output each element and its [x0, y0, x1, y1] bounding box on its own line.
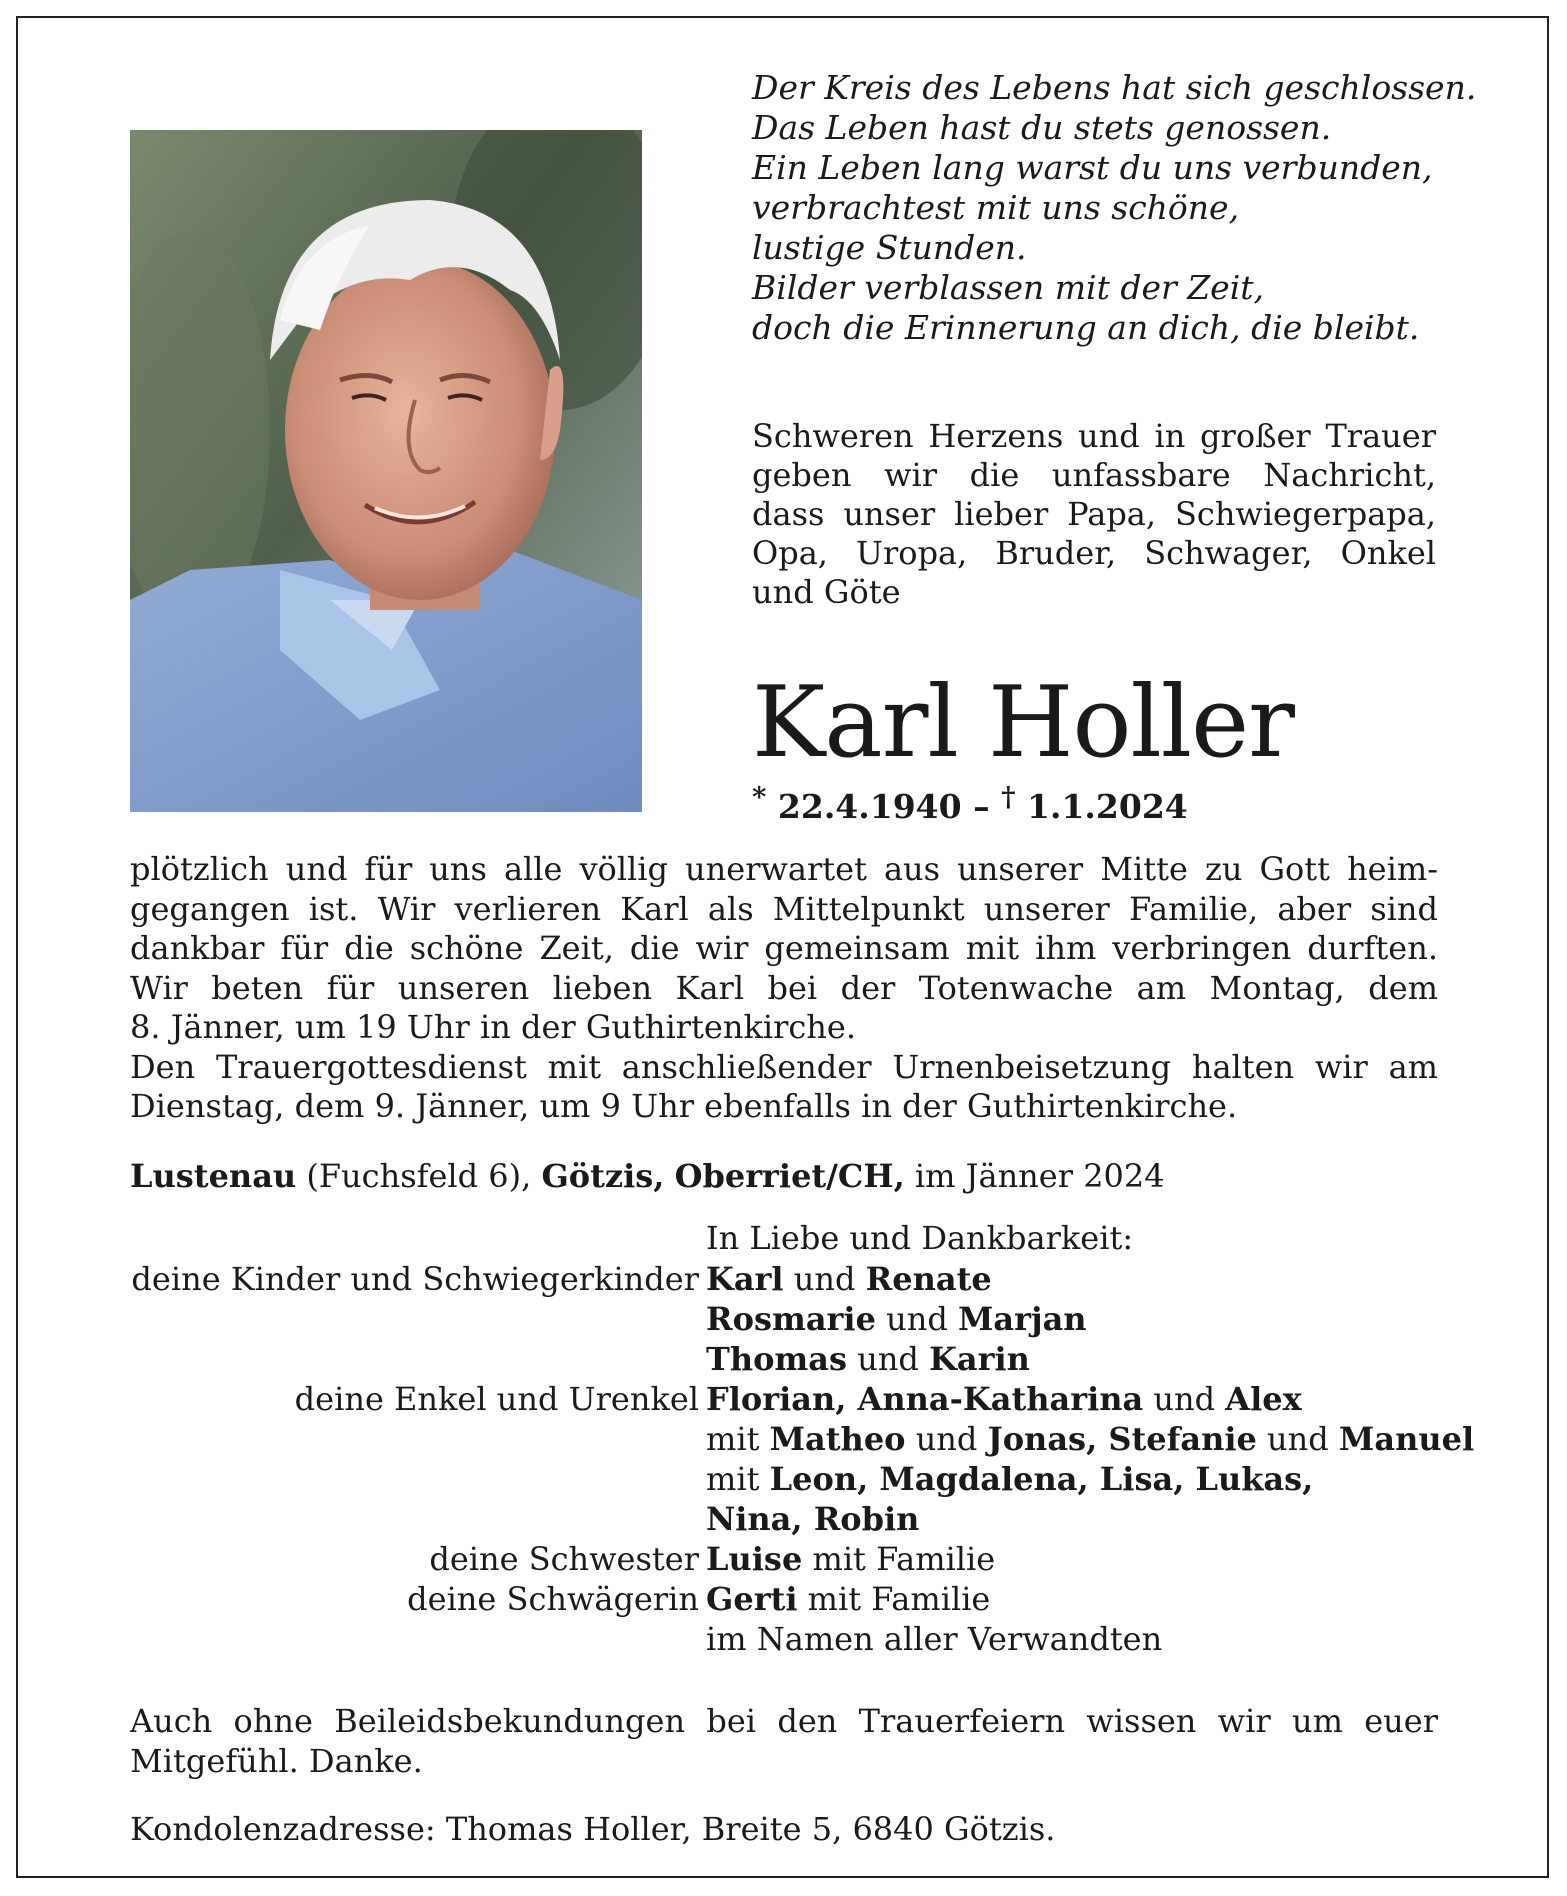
great-grandchildren-names: mit Matheo und Jonas, Stefanie und Manuel [706, 1420, 1475, 1458]
family-row [0, 1540, 1567, 1580]
sister-name: Luise mit Familie [706, 1540, 996, 1578]
death-date: 1.1.2024 [1027, 787, 1188, 826]
condolence-address: Kondolenzadresse: Thomas Holler, Breite 5, 6840 Götzis. [130, 1810, 1056, 1848]
town-goetzis: Götzis, [541, 1157, 665, 1195]
month-year: im Jänner 2024 [914, 1157, 1165, 1195]
closing-line: Auch ohne Beileidsbekundungen bei den Trauerfeiern wissen wir um euer [130, 1702, 1438, 1740]
poem-line: Ein Leben lang warst du uns verbunden, [752, 148, 1433, 187]
announcement-body [130, 850, 1438, 1127]
family-row [0, 1460, 1567, 1500]
death-symbol: † [1001, 781, 1016, 813]
body-line: 8. Jänner, um 19 Uhr in der Guthirtenkirche. [130, 1008, 856, 1046]
poem-line: lustige Stunden. [752, 228, 1027, 267]
intro-line: Opa, Uropa, Bruder, Schwager, Onkel [752, 534, 1436, 572]
family-row [0, 1500, 1567, 1540]
mourners-list [0, 1260, 1567, 1660]
body-line: plötzlich und für uns alle völlig unerwartet aus unserer Mitte zu Gott heim- [130, 850, 1438, 888]
family-row [0, 1300, 1567, 1340]
announcement-intro [752, 417, 1436, 612]
children-label: deine Kinder und Schwiegerkinder [131, 1260, 699, 1298]
family-row [0, 1340, 1567, 1380]
body-line: dankbar für die schöne Zeit, die wir gemeinsam mit ihm verbringen durften. [130, 929, 1438, 967]
sister-in-law-label: deine Schwägerin [407, 1580, 699, 1618]
children-names: Karl und Renate [706, 1260, 992, 1298]
grandchildren-names: Florian, Anna-Katharina und Alex [706, 1380, 1302, 1418]
poem-line: Der Kreis des Lebens hat sich geschlossen. [752, 68, 1477, 107]
family-row [0, 1420, 1567, 1460]
closing-note [130, 1701, 1438, 1781]
intro-line: Schweren Herzens und in großer Trauer [752, 417, 1436, 455]
body-line: Dienstag, dem 9. Jänner, um 9 Uhr ebenfalls in der Guthirtenkirche. [130, 1087, 1238, 1125]
place-and-date [130, 1157, 1165, 1195]
relatives-line: im Namen aller Verwandten [706, 1620, 1163, 1658]
children-names: Rosmarie und Marjan [706, 1300, 1087, 1338]
intro-line: dass unser lieber Papa, Schwiegerpapa, [752, 495, 1436, 533]
poem-line: doch die Erinnerung an dich, die bleibt. [752, 308, 1420, 347]
intro-line: geben wir die unfassbare Nachricht, [752, 456, 1436, 494]
poem-line: verbrachtest mit uns schöne, [752, 188, 1240, 227]
family-row [0, 1380, 1567, 1420]
birth-symbol: * [752, 781, 767, 813]
poem-line: Das Leben hast du stets genossen. [752, 108, 1332, 147]
date-separator: – [973, 787, 990, 826]
memorial-poem [752, 68, 1477, 348]
body-line: gegangen ist. Wir verlieren Karl als Mittelpunkt unserer Familie, aber sind [130, 889, 1438, 928]
great-grandchildren-names: Nina, Robin [706, 1500, 920, 1538]
body-line: Den Trauergottesdienst mit anschließender Urnenbeisetzung halten wir am [130, 1047, 1438, 1086]
family-row [0, 1260, 1567, 1300]
birth-date: 22.4.1940 [777, 787, 962, 826]
family-row [0, 1620, 1567, 1660]
street-address: (Fuchsfeld 6), [306, 1157, 532, 1195]
portrait-photo [130, 130, 642, 812]
poem-line: Bilder verblassen mit der Zeit, [752, 268, 1264, 307]
closing-line: Mitgefühl. Danke. [130, 1742, 423, 1780]
intro-line: und Göte [752, 573, 901, 611]
town-oberriet: Oberriet/CH, [674, 1157, 905, 1195]
grandchildren-label: deine Enkel und Urenkel [294, 1380, 699, 1418]
deceased-name: Karl Holler [752, 666, 1294, 780]
town-lustenau: Lustenau [130, 1157, 297, 1195]
life-dates [752, 781, 1188, 826]
family-row [0, 1580, 1567, 1620]
portrait-illustration [130, 130, 642, 812]
body-line: Wir beten für unseren lieben Karl bei der Totenwache am Montag, dem [130, 968, 1438, 1007]
sister-in-law-name: Gerti mit Familie [706, 1580, 991, 1618]
sister-label: deine Schwester [429, 1540, 699, 1578]
children-names: Thomas und Karin [706, 1340, 1030, 1378]
thanks-heading: In Liebe und Dankbarkeit: [706, 1219, 1134, 1257]
great-grandchildren-names: mit Leon, Magdalena, Lisa, Lukas, [706, 1460, 1314, 1498]
